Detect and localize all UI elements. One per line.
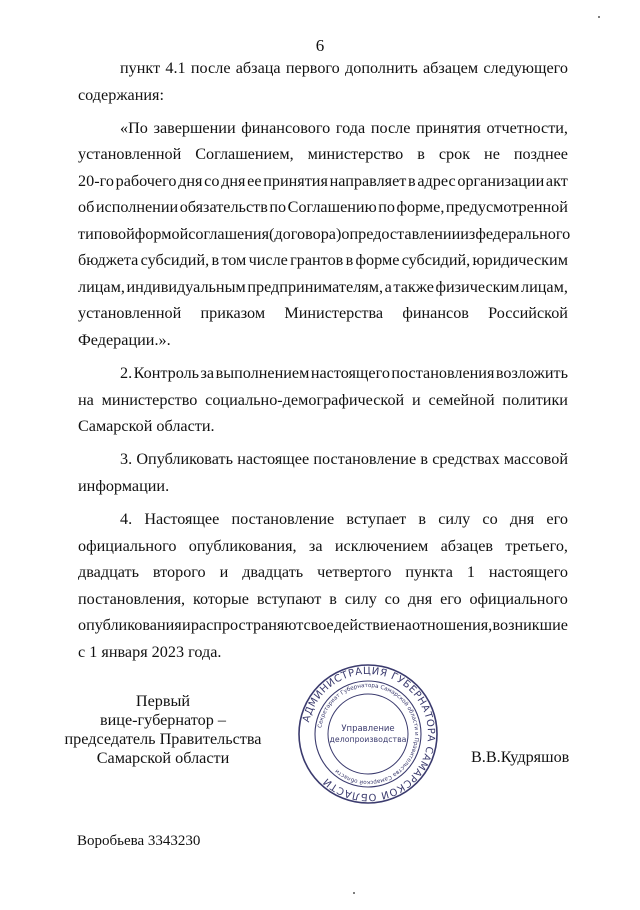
word: принятия xyxy=(416,118,481,137)
word: Соглашением, xyxy=(195,145,294,164)
word: пункта xyxy=(405,563,453,582)
text-line: Федерации.». xyxy=(78,330,171,349)
word: 3. xyxy=(120,450,133,469)
text-line xyxy=(78,389,568,411)
word: бюджета xyxy=(78,251,139,270)
word: предпринимателям, xyxy=(247,277,384,296)
word: официального xyxy=(469,589,568,608)
word: Российской xyxy=(488,304,568,323)
word: 1 xyxy=(466,563,475,582)
word: и xyxy=(412,390,421,409)
word: дня xyxy=(221,171,246,190)
text-line xyxy=(78,196,568,218)
scan-speck xyxy=(598,16,600,18)
word: 2. xyxy=(120,364,133,383)
word: возникшие xyxy=(492,616,568,635)
word: его xyxy=(546,510,568,529)
executor-contact: Воробьева 3343230 xyxy=(77,833,201,849)
word: адрес xyxy=(417,171,456,190)
signatory-line: Первый xyxy=(135,692,191,710)
word: настоящего xyxy=(310,364,390,383)
word: второго xyxy=(152,563,206,582)
word: исполнении xyxy=(95,198,179,217)
word: силу xyxy=(344,589,377,608)
word: 4. xyxy=(120,510,133,529)
text-line: содержания: xyxy=(78,85,164,104)
word: обязательств xyxy=(179,198,268,217)
word: вступает xyxy=(346,510,407,529)
word: после xyxy=(190,59,231,77)
word: также xyxy=(393,277,434,296)
word: финансов xyxy=(402,304,469,323)
word: семейной xyxy=(428,390,495,409)
word: индивидуальным xyxy=(126,277,246,296)
word: вступают xyxy=(256,589,322,608)
scan-speck xyxy=(353,892,355,894)
seal-inner-text: Секретариат Губернатора Самарской области и Правительства Самарской области xyxy=(317,682,420,786)
word: 4.1 xyxy=(165,59,186,77)
word: федерального xyxy=(475,224,571,243)
signatory-position xyxy=(58,692,268,768)
text-line: Самарской области. xyxy=(78,417,215,436)
word: в xyxy=(417,145,425,164)
word: опубликования, xyxy=(188,536,297,555)
word: постановление xyxy=(313,450,417,469)
word: настоящего xyxy=(488,563,568,582)
word: об xyxy=(78,198,95,217)
word: акт xyxy=(545,171,568,190)
word: 20-го xyxy=(78,171,114,190)
word: отношения, xyxy=(412,616,493,635)
word: которые xyxy=(192,589,249,608)
word: Настоящее xyxy=(144,510,220,529)
word: о xyxy=(341,224,350,243)
word: Соглашению xyxy=(287,198,377,217)
word: со xyxy=(384,589,400,608)
word: исключением xyxy=(334,536,429,555)
word: года xyxy=(335,118,366,137)
text-line xyxy=(78,276,568,298)
word: Контроль xyxy=(133,364,200,383)
text-line: информации. xyxy=(78,476,170,495)
text-line xyxy=(78,143,568,165)
text-line xyxy=(78,223,571,245)
word: предоставлении xyxy=(349,224,461,243)
word: не xyxy=(484,145,500,164)
word: организации xyxy=(457,171,545,190)
word: абзаца xyxy=(235,59,281,77)
word: абзацев xyxy=(440,536,494,555)
word: и xyxy=(181,616,191,635)
word: первого xyxy=(285,59,340,77)
word: в xyxy=(211,251,220,270)
word: официального xyxy=(78,536,177,555)
word: «По xyxy=(120,118,148,137)
word: политики xyxy=(502,390,568,409)
word: приказом xyxy=(200,304,266,323)
word: том xyxy=(221,251,247,270)
word: в xyxy=(345,251,354,270)
word: за xyxy=(200,364,215,383)
word: в xyxy=(418,510,427,529)
word: по xyxy=(269,198,287,217)
word: распространяют xyxy=(190,616,304,635)
word: завершении xyxy=(153,118,236,137)
word: ее xyxy=(247,171,262,190)
word: на xyxy=(78,390,94,409)
text-line xyxy=(78,249,568,271)
word: типовой xyxy=(78,224,135,243)
word: в xyxy=(408,171,416,190)
word: двадцать xyxy=(78,563,139,582)
official-seal xyxy=(296,662,440,806)
word: свое xyxy=(303,616,334,635)
text-line xyxy=(120,508,568,530)
word: постановления, xyxy=(78,589,186,608)
text-line xyxy=(78,588,568,610)
word: на xyxy=(395,616,412,635)
word: двадцать xyxy=(242,563,304,582)
word: формой xyxy=(134,224,189,243)
word: юридическим xyxy=(472,251,568,270)
word: за xyxy=(308,536,323,555)
word: физическим xyxy=(435,277,520,296)
signatory-line: вице-губернатор – xyxy=(100,711,226,729)
word: опубликования xyxy=(78,616,182,635)
text-line: с 1 января 2023 года. xyxy=(78,642,222,661)
text-line xyxy=(78,170,568,192)
word: Министерства xyxy=(284,304,384,323)
word: (договора) xyxy=(269,224,342,243)
text-line xyxy=(78,614,568,636)
word: срок xyxy=(438,145,471,164)
text-line xyxy=(120,117,568,139)
word: финансового xyxy=(241,118,331,137)
signatory-line: Самарской области xyxy=(96,749,230,767)
word: четвертого xyxy=(317,563,392,582)
word: выполнением xyxy=(215,364,310,383)
word: отчетности, xyxy=(486,118,568,137)
word: позднее xyxy=(513,145,568,164)
word: дня xyxy=(178,171,203,190)
word: со xyxy=(204,171,220,190)
word: установленной xyxy=(78,145,182,164)
word: и xyxy=(219,563,229,582)
word: форме xyxy=(355,251,400,270)
word: соглашения xyxy=(188,224,270,243)
word: лицам, xyxy=(78,277,125,296)
word: рабочего xyxy=(115,171,177,190)
word: установленной xyxy=(78,304,182,323)
word: абзацем xyxy=(423,59,479,77)
word: форме, xyxy=(396,198,445,217)
word: предусмотренной xyxy=(445,198,568,217)
text-line xyxy=(78,302,568,324)
word: третьего, xyxy=(505,536,568,555)
text-line xyxy=(78,535,568,557)
word: по xyxy=(378,198,395,217)
signatory-line: председатель Правительства xyxy=(64,730,262,748)
word: дня xyxy=(509,510,535,529)
word: постановления xyxy=(391,364,495,383)
word: массовой xyxy=(503,450,568,469)
word: субсидий, xyxy=(140,251,210,270)
word: в xyxy=(420,450,429,469)
seal-outer-text: АДМИНИСТРАЦИЯ ГУБЕРНАТОРА САМАРСКОЙ ОБЛАСТИ xyxy=(301,665,437,803)
text-line xyxy=(120,448,568,470)
word: субсидий, xyxy=(401,251,471,270)
word: числе xyxy=(248,251,288,270)
word: средствах xyxy=(432,450,500,469)
seal-center-line-2: делопроизводства xyxy=(329,735,407,744)
word: следующего xyxy=(483,59,568,77)
word: настоящее xyxy=(237,450,310,469)
word: со xyxy=(482,510,498,529)
word: дня xyxy=(407,589,433,608)
word: министерство xyxy=(101,390,198,409)
word: грантов xyxy=(290,251,344,270)
word: в xyxy=(329,589,337,608)
word: действие xyxy=(333,616,396,635)
word: дополнить xyxy=(345,59,418,77)
word: после xyxy=(370,118,411,137)
text-line xyxy=(120,57,568,79)
word: направляет xyxy=(329,171,407,190)
word: Опубликовать xyxy=(136,450,233,469)
word: из xyxy=(460,224,476,243)
signatory-name: В.В.Кудряшов xyxy=(471,748,570,766)
text-line xyxy=(78,561,568,583)
text-line xyxy=(120,362,568,384)
word: принятия xyxy=(263,171,328,190)
word: силу xyxy=(438,510,471,529)
seal-center-line-1: Управление xyxy=(341,724,395,734)
word: социально-демографической xyxy=(205,390,405,409)
word: постановление xyxy=(231,510,335,529)
word: пункт xyxy=(120,59,161,77)
page-number: 6 xyxy=(315,36,325,55)
word: министерство xyxy=(307,145,404,164)
word: его xyxy=(440,589,462,608)
word: а xyxy=(384,277,392,296)
word: лицам, xyxy=(521,277,568,296)
word: возложить xyxy=(495,364,568,383)
